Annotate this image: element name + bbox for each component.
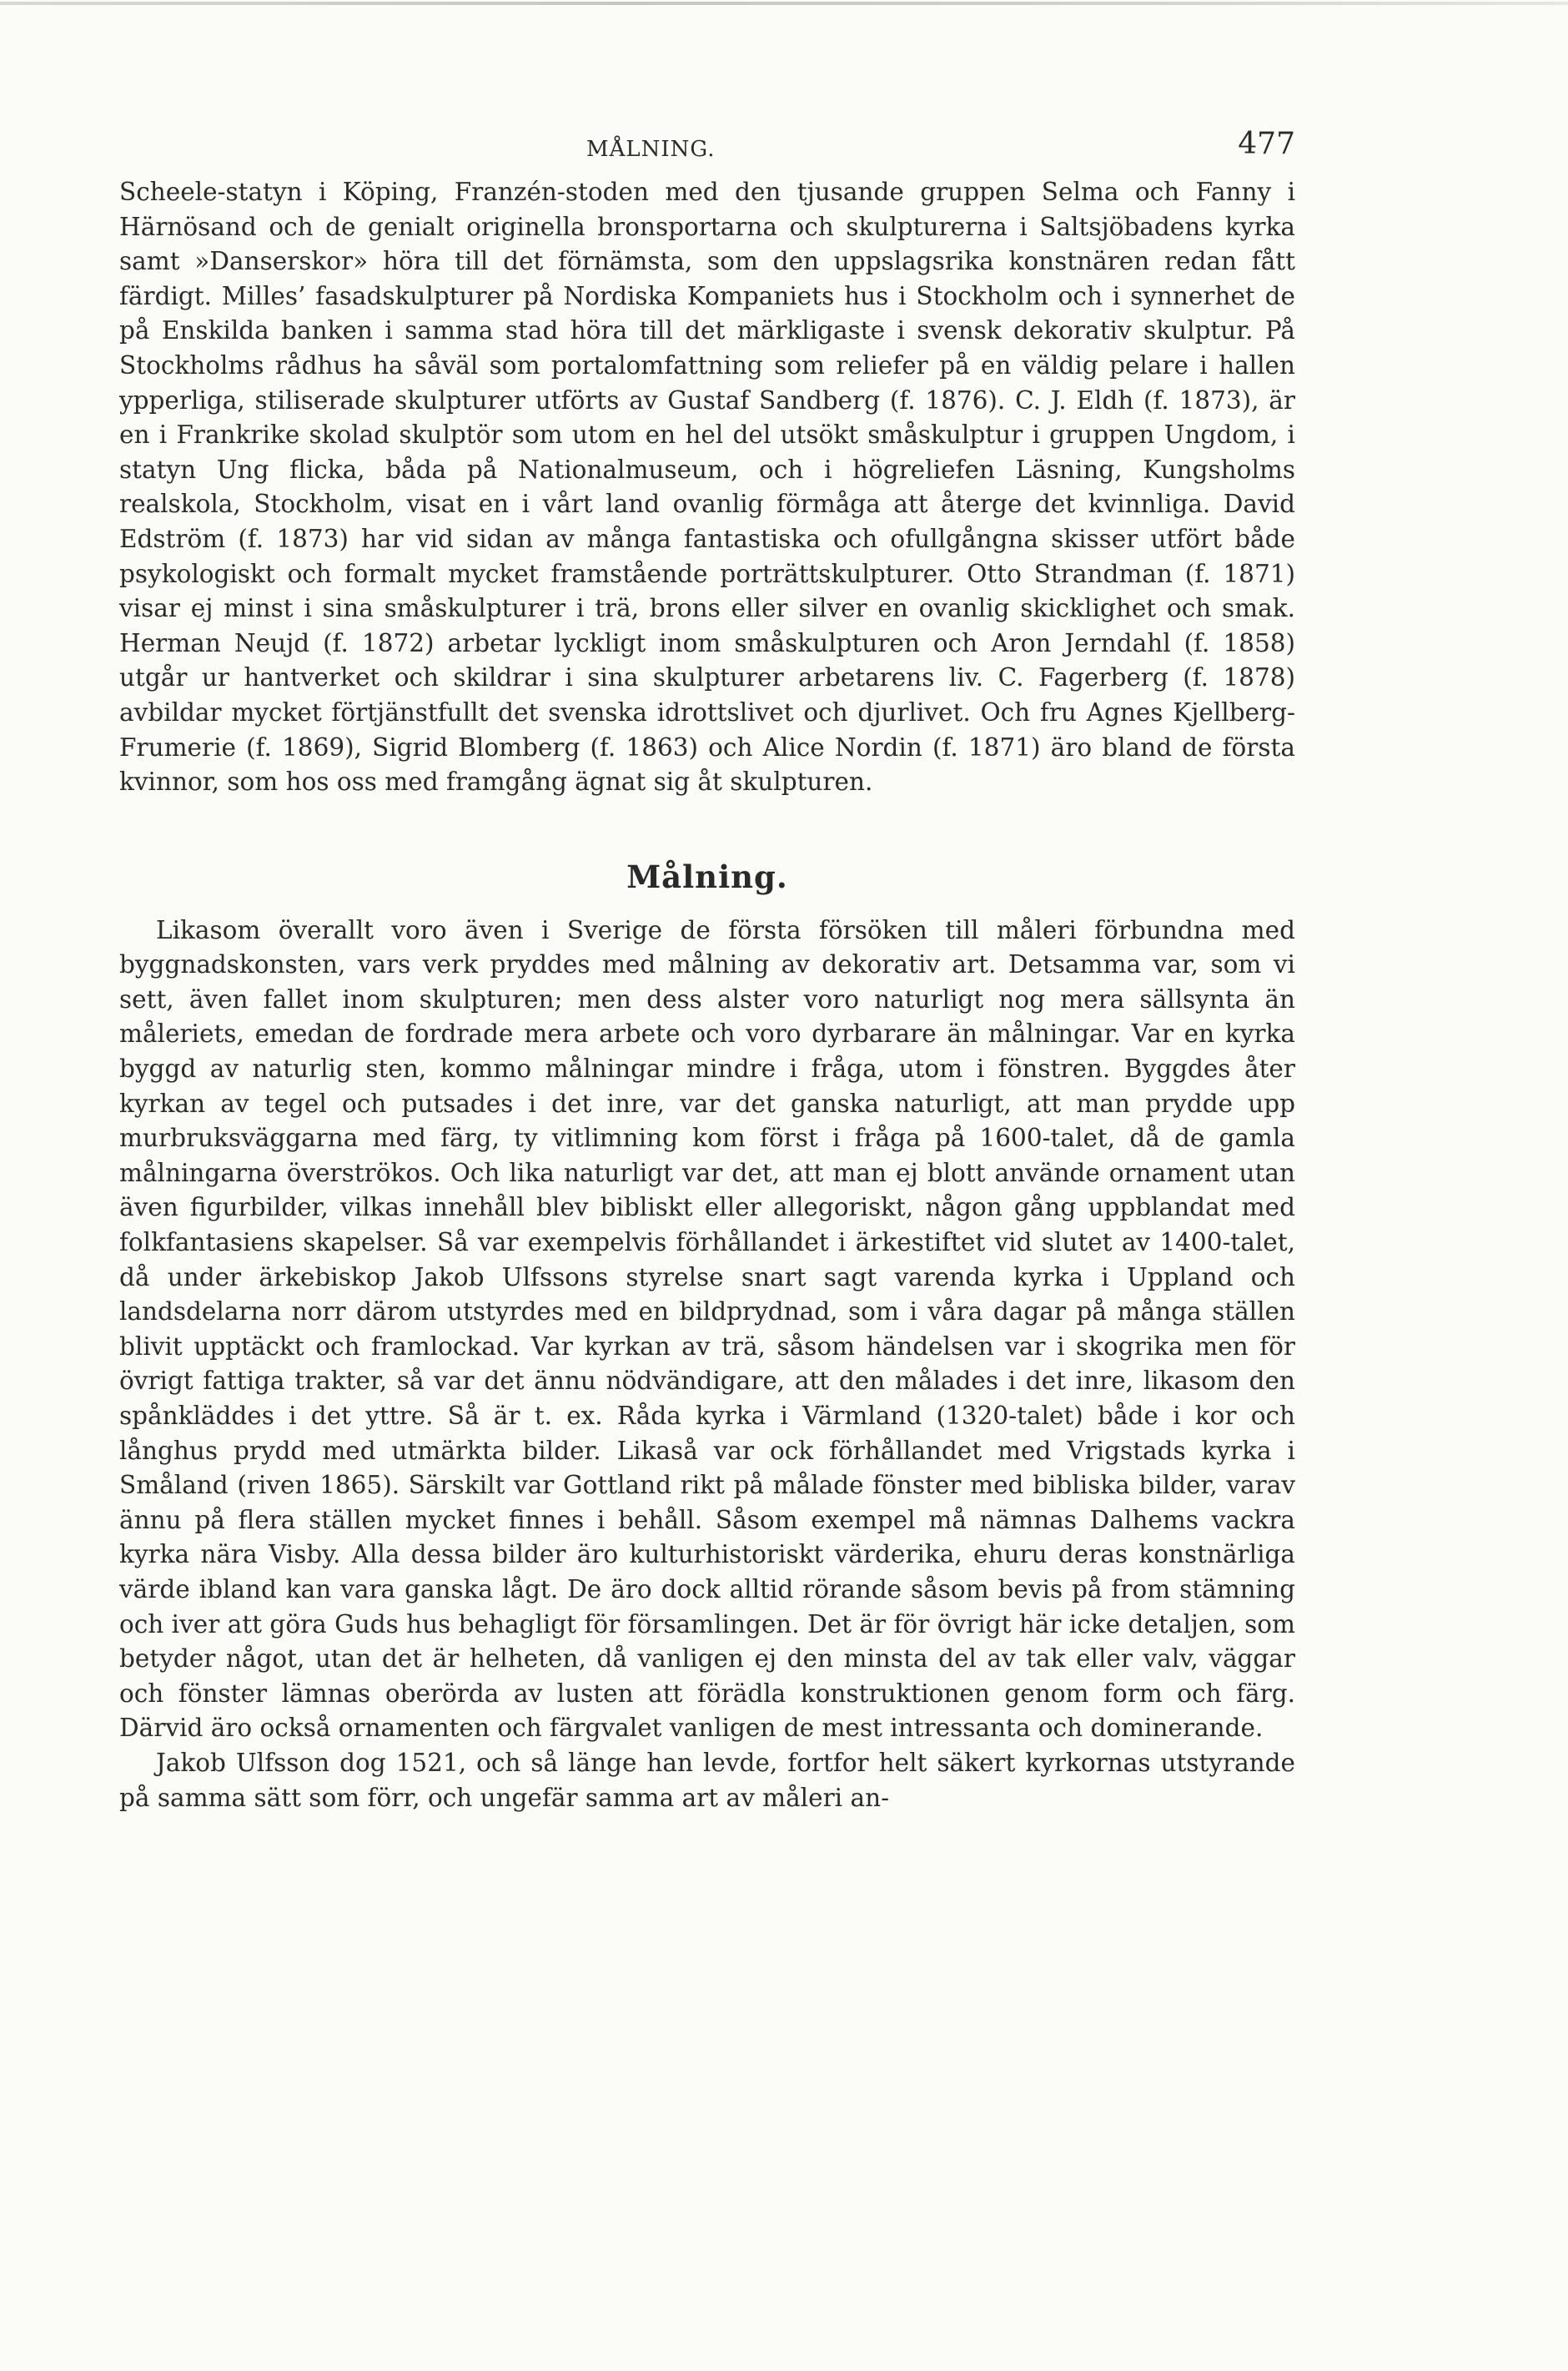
scan-top-edge — [0, 2, 1568, 5]
paragraph-jakob-ulfsson: Jakob Ulfsson dog 1521, och så länge han levde, fortfor helt säkert kyrkornas utstyrande på samma sätt som förr, och ungefär samma art av måleri an- — [119, 1748, 1295, 1812]
book-page — [119, 125, 1295, 1815]
body-text — [119, 175, 1295, 1815]
page-number: 477 — [1238, 127, 1295, 161]
paragraph-sculpture: Scheele-statyn i Köping, Franzén-stoden med den tjusande gruppen Selma och Fanny i Härnösand och de genialt originella bronsportarna och skulpturerna i Saltsjöbadens kyrka samt »Danserskor» höra till det förnämsta, som den uppslagsrika konstnären redan fått färdigt. Milles’ fasadskulpturer på Nordiska Kompaniets hus i Stockholm och i synnerhet de på Enskilda banken i samma stad höra till det märkligaste i svensk dekorativ skulptur. På Stockholms rådhus ha såväl som portalomfattning som reliefer på en väldig pelare i hallen ypperliga, stiliserade skulpturer utförts av Gustaf Sandberg (f. 1876). C. J. Eldh (f. 1873), är en i Frankrike skolad skulptör som utom en hel del utsökt småskulptur i gruppen Ungdom, i statyn Ung flicka, båda på Nationalmuseum, och i högreliefen Läsning, Kungsholms realskola, Stockholm, visat en i vårt land ovanlig förmåga att återge det kvinnliga. David Edström (f. 1873) har vid sidan av många fantastiska och ofullgångna skisser utfört både psykologiskt och formalt mycket framstående porträttskulpturer. Otto Strandman (f. 1871) visar ej minst i sina småskulpturer i trä, brons eller silver en ovanlig skicklighet och smak. Herman Neujd (f. 1872) arbetar lyckligt inom småskulpturen och Aron Jerndahl (f. 1858) utgår ur hantverket och skildrar i sina skulpturer arbetarens liv. C. Fagerberg (f. 1878) avbildar mycket förtjänstfullt det svenska idrottslivet och djurlivet. Och fru Agnes Kjellberg-Frumerie (f. 1869), Sigrid Blomberg (f. 1863) och Alice Nordin (f. 1871) äro bland de första kvinnor, som hos oss med framgång ägnat sig åt skulpturen. — [119, 178, 1295, 797]
running-head — [119, 125, 1295, 175]
paragraph-painting-intro: Likasom överallt voro även i Sverige de första försöken till måleri förbundna med byggnadskonsten, vars verk pryddes med målning av dekorativ art. Detsamma var, som vi sett, även fallet inom skulpturen; men dess alster voro naturligt nog mera sällsynta än måleriets, emedan de fordrade mera arbete och voro dyrbarare än målningar. Var en kyrka byggd av naturlig sten, kommo målningar mindre i fråga, utom i fönstren. Byggdes åter kyrkan av tegel och putsades i det inre, var det ganska naturligt, att man prydde upp murbruksväggarna med färg, ty vitlimning kom först i fråga på 1600-talet, då de gamla målningarna överströkos. Och lika naturligt var det, att man ej blott använde ornament utan även figurbilder, vilkas innehåll blev bibliskt eller allegoriskt, någon gång uppblandat med folkfantasiens skapelser. Så var exempelvis förhållandet i ärkestiftet vid slutet av 1400-talet, då under ärkebiskop Jakob Ulfssons styrelse snart sagt varenda kyrka i Uppland och landsdelarna norr därom utstyrdes med en bildprydnad, som i våra dagar på många ställen blivit upptäckt och framlockad. Var kyrkan av trä, såsom händelsen var i skogrika men för övrigt fattiga trakter, så var det ännu nödvändigare, att den målades i det inre, likasom den spånkläddes i det yttre. Så är t. ex. Råda kyrka i Värmland (1320-talet) både i kor och långhus prydd med utmärkta bilder. Likaså var ock förhållandet med Vrigstads kyrka i Småland (riven 1865). Särskilt var Gottland rikt på målade fönster med bibliska bilder, varav ännu på flera ställen mycket finnes i behåll. Såsom exempel må nämnas Dalhems vackra kyrka nära Visby. Alla dessa bilder äro kulturhistoriskt värderika, ehuru deras konstnärliga värde ibland kan vara ganska lågt. De äro dock alltid rörande såsom bevis på from stämning och iver att göra Guds hus behagligt för församlingen. Det är för övrigt här icke detaljen, som betyder något, utan det är helheten, då vanligen ej den minsta del av tak eller valv, väggar och fönster lämnas oberörda av lusten att förädla konstruktionen genom form och färg. Därvid äro också ornamenten och färgvalet vanligen de mest intressanta och dominerande. — [119, 915, 1295, 1743]
running-title: MÅLNING. — [586, 137, 716, 162]
section-heading: Målning. — [626, 858, 788, 895]
